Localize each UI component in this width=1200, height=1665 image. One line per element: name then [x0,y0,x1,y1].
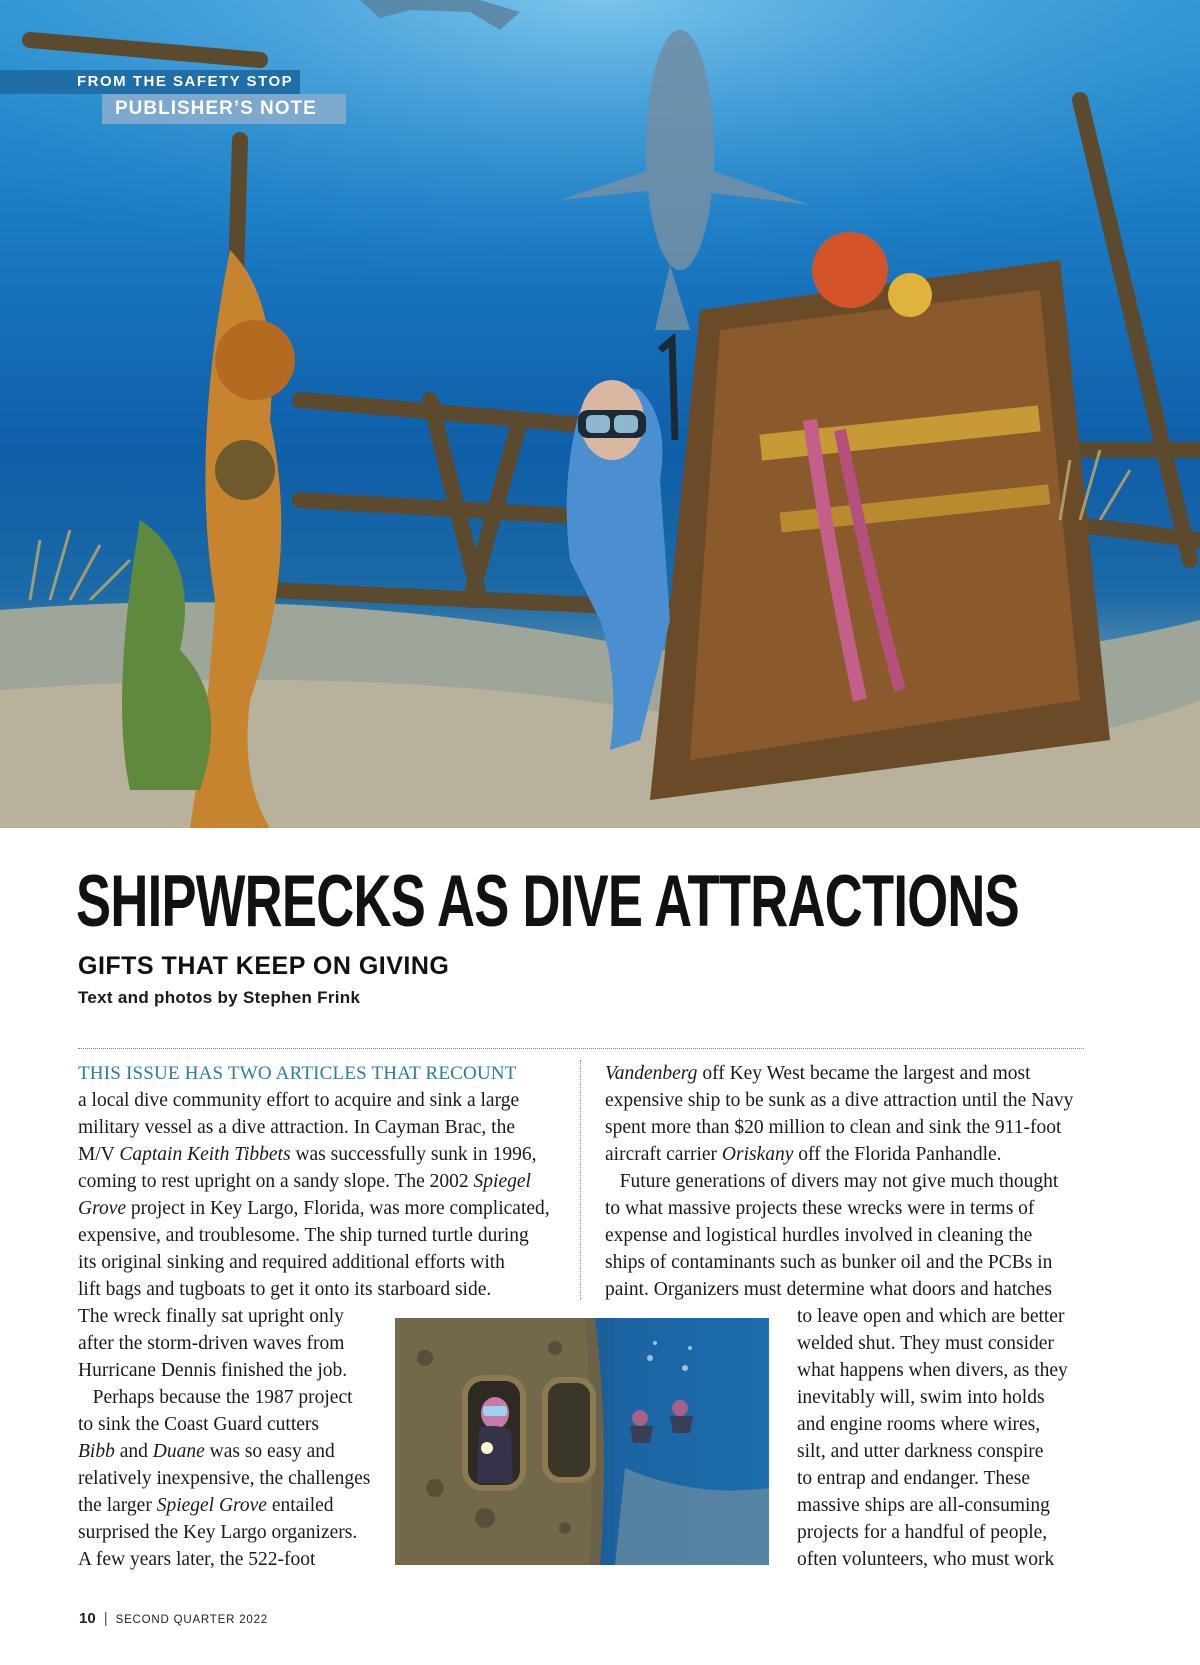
footer-separator: | [103,1610,108,1627]
left-line: Perhaps because the 1987 project [78,1387,353,1408]
left-line: its original sinking and required additional efforts with [78,1252,505,1273]
left-line: surprised the Key Largo organizers. [78,1522,358,1543]
left-line: lift bags and tugboats to get it onto its starboard side. [78,1279,492,1300]
issue-label: SECOND QUARTER 2022 [115,1614,268,1626]
right-line: to leave open and which are better [797,1306,1065,1327]
right-line: ships of contaminants such as bunker oil and the PCBs in [605,1252,1053,1273]
wreck-winch [650,232,1110,800]
right-line: paint. Organizers must determine what doors and hatches [605,1279,1052,1300]
left-line: to sink the Coast Guard cutters [78,1414,319,1435]
page-number: 10 [79,1610,96,1627]
right-line: massive ships are all-consuming [797,1495,1050,1516]
right-line: silt, and utter darkness conspire [797,1441,1044,1462]
hero-photo-illustration [0,0,1200,828]
left-line: The wreck finally sat upright only [78,1306,344,1327]
left-line: Hurricane Dennis finished the job. [78,1360,348,1381]
left-line: Bibb and Duane was so easy and [78,1441,335,1462]
right-line: to what massive projects these wrecks were in terms of [605,1198,1035,1219]
inset-photo [395,1318,769,1565]
left-line: relatively inexpensive, the challenges [78,1468,371,1489]
right-line: to entrap and endanger. These [797,1468,1031,1489]
right-line: expense and logistical hurdles involved in cleaning the [605,1225,1033,1246]
column-divider [580,1060,581,1300]
left-line: expensive, and troublesome. The ship turned turtle during [78,1225,529,1246]
article-title: SHIPWRECKS AS DIVE ATTRACTIONS [76,861,1020,942]
right-line: and engine rooms where wires, [797,1414,1041,1435]
hero-photo [0,0,1200,828]
right-line: spent more than $20 million to clean and sink the 911-foot [605,1117,1062,1138]
left-line: a local dive community effort to acquire and sink a large [78,1090,520,1111]
left-line: the larger Spiegel Grove entailed [78,1495,334,1516]
inset-photo-illustration [395,1318,769,1565]
section-kicker: FROM THE SAFETY STOP [0,70,300,94]
right-line: what happens when divers, as they [797,1360,1068,1381]
right-line: often volunteers, who must work [797,1549,1055,1570]
article-subtitle: GIFTS THAT KEEP ON GIVING [78,952,450,980]
right-line: projects for a handful of people, [797,1522,1048,1543]
left-line: M/V Captain Keith Tibbets was successfully sunk in 1996, [78,1144,537,1165]
article-byline: Text and photos by Stephen Frink [78,988,361,1007]
left-line: military vessel as a dive attraction. In Cayman Brac, the [78,1117,515,1138]
page-footer [79,1610,268,1628]
right-line: expensive ship to be sunk as a dive attraction until the Navy [605,1090,1074,1111]
left-line: after the storm-driven waves from [78,1333,345,1354]
left-line: A few years later, the 522-foot [78,1549,316,1570]
right-line: Future generations of divers may not give much thought [605,1171,1059,1192]
lead-in: THIS ISSUE HAS TWO ARTICLES THAT RECOUNT [78,1063,517,1084]
right-line: Vandenberg off Key West became the largest and most [605,1063,1031,1084]
left-line: Grove project in Key Largo, Florida, was more complicated, [78,1198,550,1219]
right-line: inevitably will, swim into holds [797,1387,1045,1408]
left-line: coming to rest upright on a sandy slope. The 2002 Spiegel [78,1171,531,1192]
right-line: aircraft carrier Oriskany off the Florida Panhandle. [605,1144,1002,1165]
section-subkicker: PUBLISHER’S NOTE [102,94,346,124]
divider-rule [78,1048,1084,1049]
right-line: welded shut. They must consider [797,1333,1054,1354]
